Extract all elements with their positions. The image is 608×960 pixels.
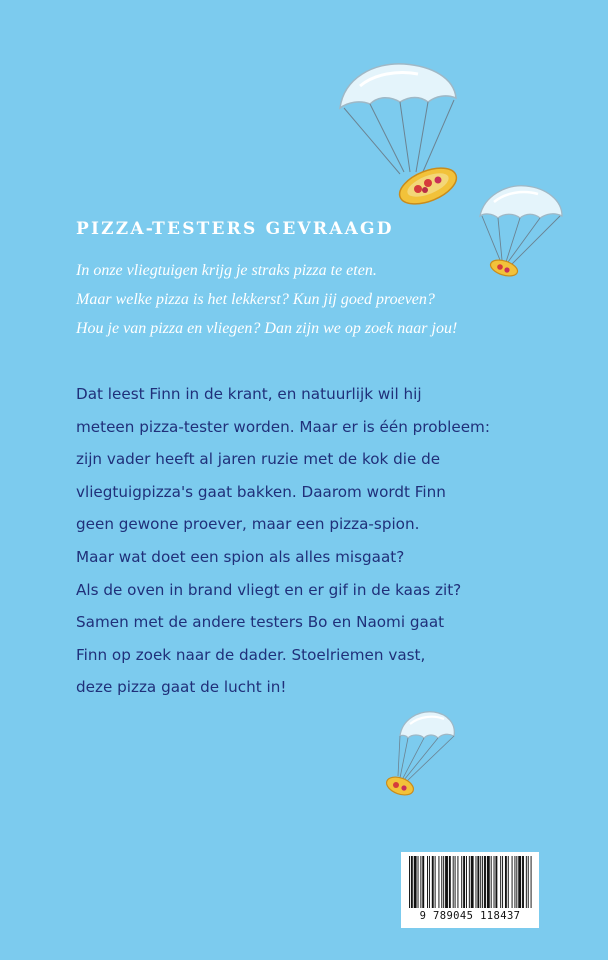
barcode-bar: [477, 856, 479, 908]
barcode-bar: [487, 856, 490, 908]
barcode-bar: [463, 856, 465, 908]
barcode-bar: [432, 856, 434, 908]
barcode-bar: [429, 856, 430, 908]
blurb-line: vliegtuigpizza's gaat bakken. Daarom wordt Finn: [76, 482, 446, 501]
isbn-number: 9 789045 118437: [419, 910, 521, 922]
barcode-bar: [466, 856, 467, 908]
barcode: [401, 852, 539, 928]
blurb-text: [76, 378, 556, 704]
ad-line: In onze vliegtuigen krijg je straks pizza te eten.: [76, 262, 377, 279]
barcode-bar: [484, 856, 486, 908]
barcode-bar: [508, 856, 509, 908]
blurb-line: meteen pizza-tester worden. Maar er is één probleem:: [76, 417, 490, 436]
barcode-bar: [414, 856, 417, 908]
blurb-line: Als de oven in brand vliegt en er gif in de kaas zit?: [76, 580, 462, 599]
barcode-bar: [505, 856, 507, 908]
barcode-bar: [512, 856, 513, 908]
barcode-bar: [457, 856, 458, 908]
ad-line: Hou je van pizza en vliegen? Dan zijn we op zoek naar jou!: [76, 320, 458, 337]
barcode-bar: [411, 856, 413, 908]
pizza-parachute-icon: [330, 56, 470, 216]
barcode-bar: [438, 856, 439, 908]
barcode-bar: [461, 856, 462, 908]
barcode-bar: [409, 856, 410, 908]
ad-line: Maar welke pizza is het lekkerst? Kun jij goed proeven?: [76, 291, 435, 308]
barcode-bar: [528, 856, 529, 908]
barcode-bar: [494, 856, 495, 908]
barcode-bar: [522, 856, 524, 908]
barcode-bar: [449, 856, 451, 908]
blurb-line: Finn op zoek naar de dader. Stoelriemen vast,: [76, 645, 426, 664]
blurb-line: geen gewone proever, maar een pizza-spion.: [76, 515, 420, 534]
barcode-bar: [443, 856, 444, 908]
ad-text: [76, 256, 546, 343]
barcode-bar: [471, 856, 474, 908]
barcode-bar: [455, 856, 456, 908]
barcode-bar: [476, 856, 477, 908]
blurb-line: Maar wat doet een spion als alles misgaat?: [76, 547, 405, 566]
blurb-line: Dat leest Finn in de krant, en natuurlijk wil hij: [76, 385, 422, 403]
barcode-bar: [502, 856, 503, 908]
barcode-bar: [482, 856, 483, 908]
barcode-bar: [435, 856, 436, 908]
barcode-bar: [526, 856, 527, 908]
barcode-bar: [495, 856, 497, 908]
barcode-bar: [441, 856, 442, 908]
barcode-bar: [531, 856, 532, 908]
barcode-bar: [422, 856, 424, 908]
barcode-bar: [418, 856, 419, 908]
blurb-line: deze pizza gaat de lucht in!: [76, 678, 287, 697]
barcode-bar: [500, 856, 501, 908]
barcode-bar: [469, 856, 470, 908]
barcode-bar: [427, 856, 428, 908]
barcode-bars: [407, 856, 533, 908]
barcode-bar: [514, 856, 515, 908]
barcode-bar: [491, 856, 492, 908]
ad-heading: PIZZA-TESTERS GEVRAAGD: [76, 219, 394, 239]
barcode-bar: [453, 856, 454, 908]
barcode-bar: [445, 856, 448, 908]
barcode-bar: [420, 856, 421, 908]
pizza-parachute-icon: [378, 706, 458, 806]
barcode-bar: [480, 856, 481, 908]
barcode-bar: [516, 856, 517, 908]
blurb-line: zijn vader heeft al jaren ruzie met de kok die de: [76, 450, 441, 469]
barcode-bar: [518, 856, 521, 908]
blurb-line: Samen met de andere testers Bo en Naomi gaat: [76, 613, 445, 632]
